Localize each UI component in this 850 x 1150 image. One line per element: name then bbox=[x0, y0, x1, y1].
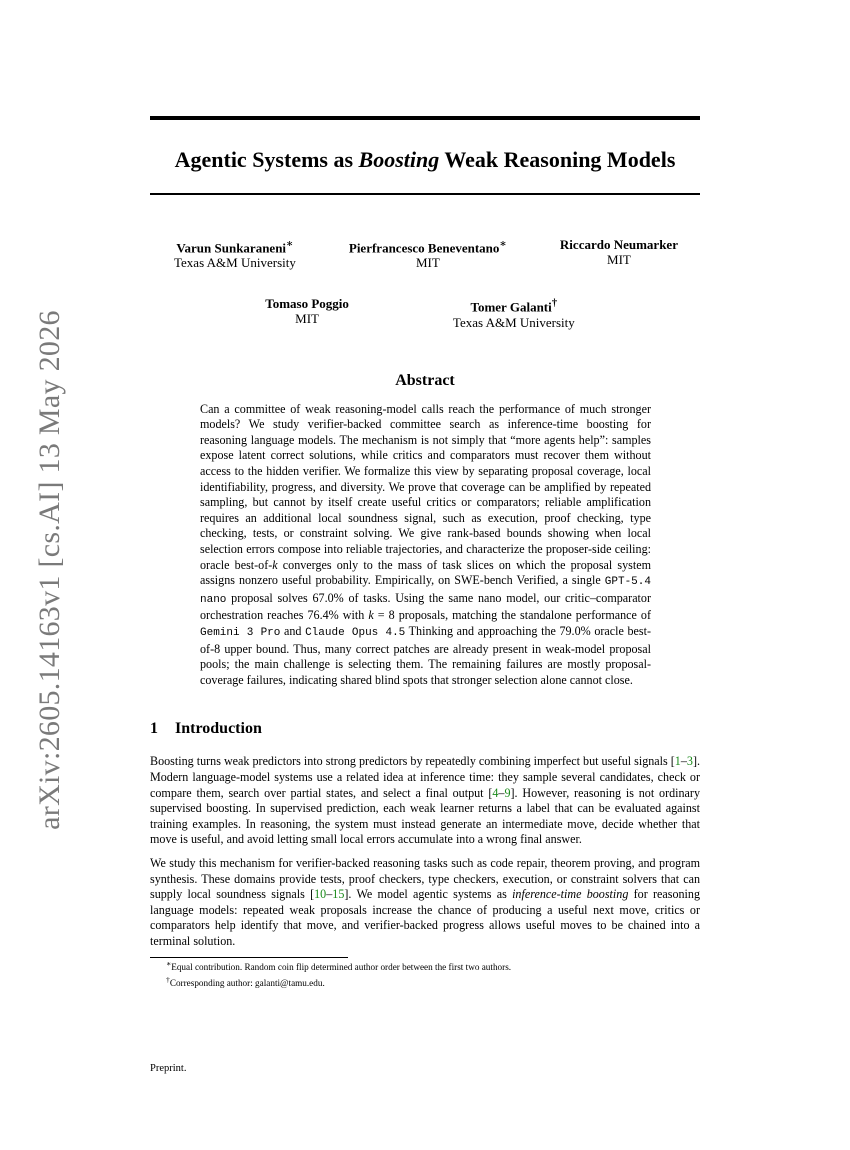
author-name: Tomer Galanti bbox=[470, 299, 552, 315]
author-affiliation: Texas A&M University bbox=[452, 314, 575, 330]
author-affiliation: MIT bbox=[295, 311, 319, 327]
preprint-footer: Preprint. bbox=[150, 1063, 187, 1074]
title-bottom-rule bbox=[150, 193, 700, 195]
author-affiliation: MIT bbox=[415, 255, 440, 271]
paper-page bbox=[150, 116, 700, 989]
author-block bbox=[560, 237, 678, 270]
author-block: Tomer Galanti† Texas A&M University bbox=[452, 297, 575, 330]
author-name: Tomaso Poggio bbox=[265, 296, 349, 312]
section-heading: 1 Introduction bbox=[150, 720, 262, 738]
footnote: ∗Equal contribution. Random coin flip determined author order between the first two authors. bbox=[166, 959, 512, 973]
author-name: Riccardo Neumarker bbox=[559, 237, 678, 252]
citation-link[interactable]: 4 bbox=[492, 785, 499, 800]
citation-link[interactable]: 10 bbox=[314, 887, 327, 902]
citation-link[interactable]: 1 bbox=[674, 754, 681, 769]
title-emphasis: Boosting bbox=[358, 147, 440, 172]
paper-title: Agentic Systems as Boosting Weak Reasoning Models bbox=[174, 147, 676, 172]
body-paragraph: We study this mechanism for verifier-backed reasoning tasks such as code repair, theorem proving, and program synthesis. These domains provide tests, proof checkers, type checkers, execution, or constraint solvers that can supply local soundness signals [10–15]. We model agentic systems as inference-time boosting for reasoning language models: repeated weak proposals increase the chance of producing a useful next move, critics or comparators help identify that move, and verifier-backed progress allows useful moves to be chained into a terminal solution. bbox=[150, 855, 701, 948]
citation-link[interactable]: 3 bbox=[686, 754, 693, 769]
model-name: Claude Opus 4.5 bbox=[305, 626, 406, 639]
abstract-heading: Abstract bbox=[395, 371, 455, 389]
body-paragraph: Boosting turns weak predictors into strong predictors by repeatedly combining imperfect but useful signals [1–3]. Modern language-model systems use a related idea at inference time: they sample several candidates, check or compare them, search over partial states, and select a final output [4–9]. However, reasoning is not ordinary supervised boosting. In supervised prediction, each weak learner returns a label that can be evaluated against training examples. In reasoning, the system must instead generate an intermediate move, decide whether that move is useful, and avoid letting small local errors accumulate into a wrong final answer. bbox=[150, 754, 700, 847]
citation-link[interactable]: 15 bbox=[332, 887, 345, 902]
author-block bbox=[265, 296, 349, 329]
abstract-text: Can a committee of weak reasoning-model calls reach the performance of much stronger models? We study verifier-backed committee search as inference-time boosting for reasoning language models. The mechanism is not simply that “more agents help”: samples expose latent correct solutions, while critics and comparators must recover them without access to the hidden verifier. We formalize this view by separating proposal coverage, local identifiability, progress, and diversity. We prove that coverage can be amplified by repeated sampling, but cannot by itself create useful critics or comparators; reliable amplification requires an additional local soundness signal, such as execution, proof checking, type checking, tests, or constraint solving. We give rank-based bounds showing when local selection errors compose into reliable trajectories, and characterize the proposer-side ceiling: oracle best-of-k converges only to the mass of task slices on which the proposal system assigns nonzero useful probability. Empirically, on SWE-bench Verified, a single GPT-5.4 nano proposal solves 67.0% of tasks. Using the same nano model, our critic–comparator orchestration reaches 76.4% with k = 8 proposals, matching the standalone performance of Gemini 3 Pro and Claude Opus 4.5 Thinking and approaching the 79.0% oracle best-of-8 upper bound. Thus, many correct patches are already present in weak-model proposal pools; the main challenge is selecting them. The remaining failures are mostly proposal-coverage failures, indicating shared blind spots that stronger selection alone cannot close. bbox=[200, 401, 652, 687]
author-row-1 bbox=[174, 237, 678, 270]
model-name: GPT-5.4 nano bbox=[200, 576, 651, 606]
author-row-2 bbox=[140, 296, 700, 329]
citation-link[interactable]: 9 bbox=[504, 785, 511, 800]
arxiv-identifier: arXiv:2605.14163v1 [cs.AI] 13 May 2026 bbox=[33, 310, 66, 830]
author-block: Pierfrancesco Beneventano∗ MIT bbox=[348, 238, 507, 271]
title-top-rule bbox=[150, 116, 700, 120]
author-block: Varun Sunkaraneni∗ Texas A&M University bbox=[174, 238, 296, 271]
author-affiliation: MIT bbox=[607, 252, 631, 267]
author-name: Pierfrancesco Beneventano bbox=[348, 240, 500, 256]
model-name: Gemini 3 Pro bbox=[200, 626, 281, 639]
footnote: †Corresponding author: galanti@tamu.edu. bbox=[166, 974, 325, 988]
author-affiliation: Texas A&M University bbox=[174, 255, 296, 271]
author-name: Varun Sunkaraneni bbox=[176, 240, 287, 256]
